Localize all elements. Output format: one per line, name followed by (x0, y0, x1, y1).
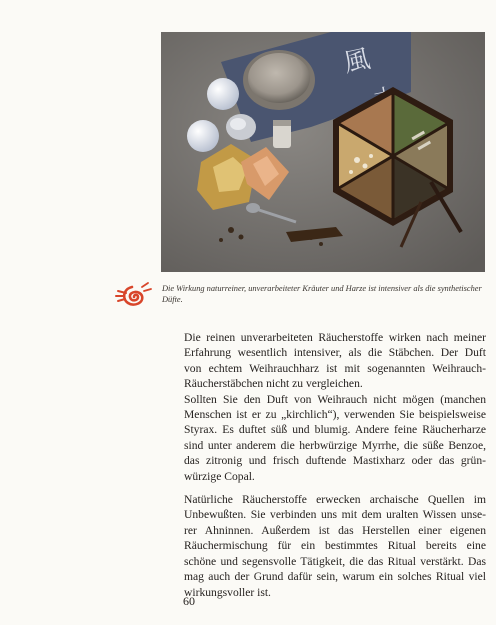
text-line: Menschen ist er zu „kirchlich“), verwenden Sie beispielsweise (184, 408, 486, 422)
text-line: Die reinen unverarbeiteten Räucherstoffe wirken nach meiner (184, 331, 486, 344)
text-line: Erfahrung wesentlich intensiver, als die Stäbchen. Der Duft (184, 346, 486, 360)
text-line: Räuchermischung für ein bestimmtes Ritual bereits eine (184, 539, 486, 553)
page-number: 60 (183, 594, 195, 608)
text-line: mag auch der Grund dafür sein, warum ein solches Ritual viel (184, 570, 486, 584)
incense-photo (161, 32, 485, 272)
photo-caption: Die Wirkung naturreiner, unverarbeiteter Kräuter und Harze ist intensiver als die synthetischer Düfte. (162, 284, 482, 304)
text-line: Styrax. Es duftet süß und blumig. Andere feine Räucherharze (184, 423, 486, 437)
text-line: Sollten Sie den Duft von Weihrauch nicht mögen (manchen (184, 392, 486, 406)
text-line: würzige Copal. (184, 469, 255, 483)
ash-bowl (248, 53, 310, 103)
text-line: schöne und segensvolle Tätigkeit, die das Ritual verstärkt. Das (184, 554, 486, 568)
body-text (184, 330, 486, 600)
text-line: sind unter anderem die herbwürzige Myrrhe, die süße Benzoe, (184, 438, 486, 452)
crystal-ball (187, 120, 219, 152)
text-line: Unbewußten. Sie verbinden uns mit dem uralten Wissen unse- (184, 508, 486, 522)
text-line: das zitronig und frisch duftende Mastixharz oder das grün- (184, 454, 486, 468)
incense-illustration (161, 32, 485, 272)
text-line: Räucherstäbchen nicht zu vergleichen. (184, 377, 363, 391)
text-line: wirkungsvoller ist. (184, 585, 271, 599)
text-line: rer Ahninnen. Außerdem ist das Herstellen einer eigenen (184, 523, 486, 537)
spiral-ornament-icon (114, 281, 154, 311)
svg-text:風: 風 (341, 44, 373, 79)
paragraph-2 (184, 492, 486, 600)
text-line: von echtem Weihrauchharz ist mit sogenannten Weihrauch- (184, 361, 486, 375)
crystal-ball (207, 78, 239, 110)
paragraph-1 (184, 330, 486, 484)
text-line: Natürliche Räucherstoffe erwecken archaische Quellen im (184, 493, 486, 507)
